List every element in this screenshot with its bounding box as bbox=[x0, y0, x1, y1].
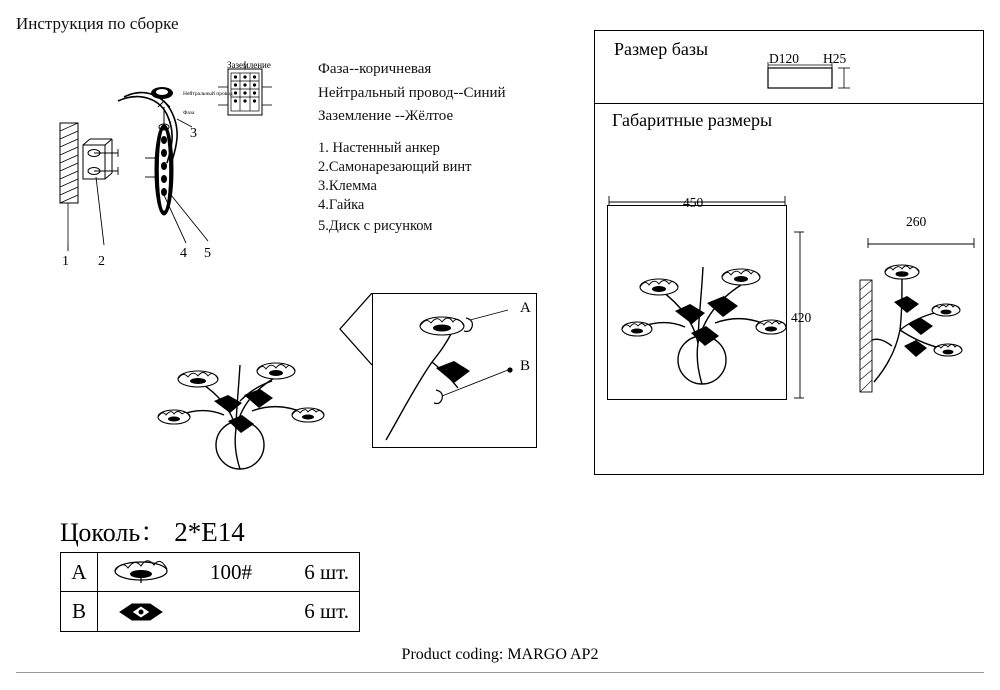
socket-label: Цоколь： bbox=[60, 518, 167, 547]
table-column-divider bbox=[97, 592, 98, 631]
socket-heading bbox=[60, 512, 245, 549]
bulb-candle-icon bbox=[101, 592, 181, 631]
part-item-3: 3.Клемма bbox=[318, 178, 377, 194]
mounting-bracket-icon bbox=[83, 139, 118, 179]
callout-3: 3 bbox=[190, 126, 197, 141]
socket-value: 2*E14 bbox=[174, 517, 245, 547]
bulb-wattage: 100# bbox=[210, 559, 252, 584]
front-height-label: 420 bbox=[791, 310, 812, 325]
side-width-label: 260 bbox=[906, 214, 927, 229]
assembly-diagram bbox=[40, 45, 340, 275]
footer-divider bbox=[16, 672, 984, 673]
overall-dimensions-title: Габаритные размеры bbox=[612, 110, 773, 130]
wall-hatch-icon bbox=[60, 123, 78, 243]
side-width-dimension bbox=[866, 230, 976, 248]
product-coding: Product coding: MARGO AP2 bbox=[401, 646, 599, 663]
part-item-2: 2.Самонарезающий винт bbox=[318, 159, 472, 175]
bulb-table bbox=[60, 552, 360, 632]
bulb-quantity: 6 шт. bbox=[304, 559, 349, 584]
callout-numbers bbox=[62, 126, 211, 269]
panel-divider bbox=[594, 103, 984, 104]
callout-leaders bbox=[68, 119, 208, 251]
table-row bbox=[61, 592, 359, 631]
part-item-1: 1. Настенный анкер bbox=[318, 140, 440, 156]
bulb-row-letter: B bbox=[71, 599, 86, 623]
legend-neutral: Нейтральный провод--Синий bbox=[318, 85, 506, 101]
page-title: Инструкция по сборке bbox=[16, 14, 179, 33]
callout-1: 1 bbox=[62, 254, 69, 269]
part-item-5: 5.Диск с рисунком bbox=[318, 218, 433, 234]
callout-2: 2 bbox=[98, 254, 105, 269]
detail-label-a: A bbox=[520, 300, 531, 316]
bulb-row-letter: A bbox=[71, 559, 87, 584]
table-column-divider bbox=[97, 553, 98, 591]
terminal-block-label: Заземление bbox=[227, 60, 271, 70]
part-item-4: 4.Гайка bbox=[318, 197, 365, 213]
bulb-quantity: 6 шт. bbox=[304, 599, 349, 623]
callout-4: 4 bbox=[180, 246, 187, 261]
lamp-detail-branch bbox=[380, 300, 530, 445]
wire-label-phase: Фаза bbox=[183, 110, 195, 116]
base-height-label: H25 bbox=[823, 51, 847, 66]
lamp-illustration-front bbox=[617, 215, 807, 400]
callout-5: 5 bbox=[204, 246, 211, 261]
wall-hatch-side-icon bbox=[860, 280, 872, 392]
base-diameter-label: D120 bbox=[769, 51, 799, 66]
legend-phase: Фаза--коричневая bbox=[318, 61, 432, 77]
lamp-illustration-side bbox=[858, 250, 978, 400]
table-row bbox=[61, 553, 359, 592]
base-size-title: Размер базы bbox=[614, 39, 709, 59]
front-width-label: 450 bbox=[683, 195, 704, 210]
bulb-shade-icon bbox=[101, 553, 181, 591]
detail-label-b: B bbox=[520, 358, 531, 374]
legend-ground: Заземление --Жёлтое bbox=[318, 108, 454, 124]
wire-label-neutral: Нейтральный провод bbox=[183, 91, 233, 97]
